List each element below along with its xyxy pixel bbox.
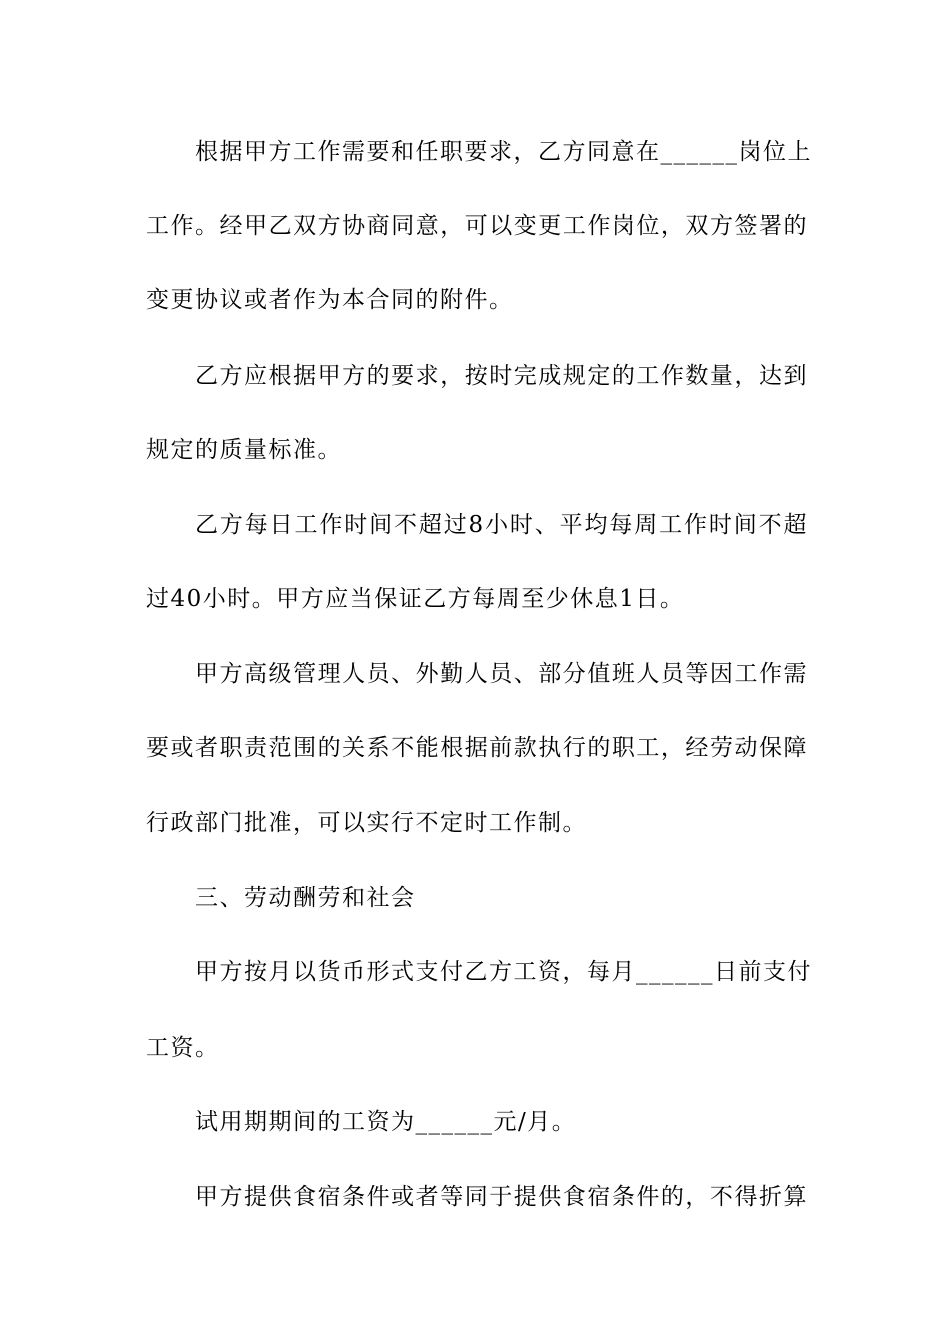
paragraph-line: 根据甲方工作需要和任职要求，乙方同意在______岗位上 bbox=[195, 139, 812, 165]
paragraph-line: 甲方按月以货币形式支付乙方工资，每月______日前支付 bbox=[195, 959, 812, 985]
section-heading: 三、劳动酬劳和社会 bbox=[195, 885, 416, 911]
paragraph-line: 试用期期间的工资为______元/月。 bbox=[195, 1109, 577, 1135]
paragraph-line: 乙方每日工作时间不超过8小时、平均每周工作时间不超 bbox=[195, 512, 808, 538]
paragraph-line: 规定的质量标准。 bbox=[146, 437, 342, 463]
paragraph-line: 过40小时。甲方应当保证乙方每周至少休息1日。 bbox=[146, 586, 685, 612]
paragraph-line: 变更协议或者作为本合同的附件。 bbox=[146, 287, 514, 313]
paragraph-line: 工资。 bbox=[146, 1035, 220, 1061]
paragraph-line: 行政部门批准，可以实行不定时工作制。 bbox=[146, 810, 587, 836]
paragraph-line: 甲方高级管理人员、外勤人员、部分值班人员等因工作需 bbox=[195, 661, 808, 687]
paragraph-line: 工作。经甲乙双方协商同意，可以变更工作岗位，双方签署的 bbox=[146, 213, 808, 239]
paragraph-line: 甲方提供食宿条件或者等同于提供食宿条件的，不得折算 bbox=[195, 1184, 808, 1210]
paragraph-line: 乙方应根据甲方的要求，按时完成规定的工作数量，达到 bbox=[195, 363, 808, 389]
paragraph-line: 要或者职责范围的关系不能根据前款执行的职工，经劳动保障 bbox=[146, 735, 808, 761]
